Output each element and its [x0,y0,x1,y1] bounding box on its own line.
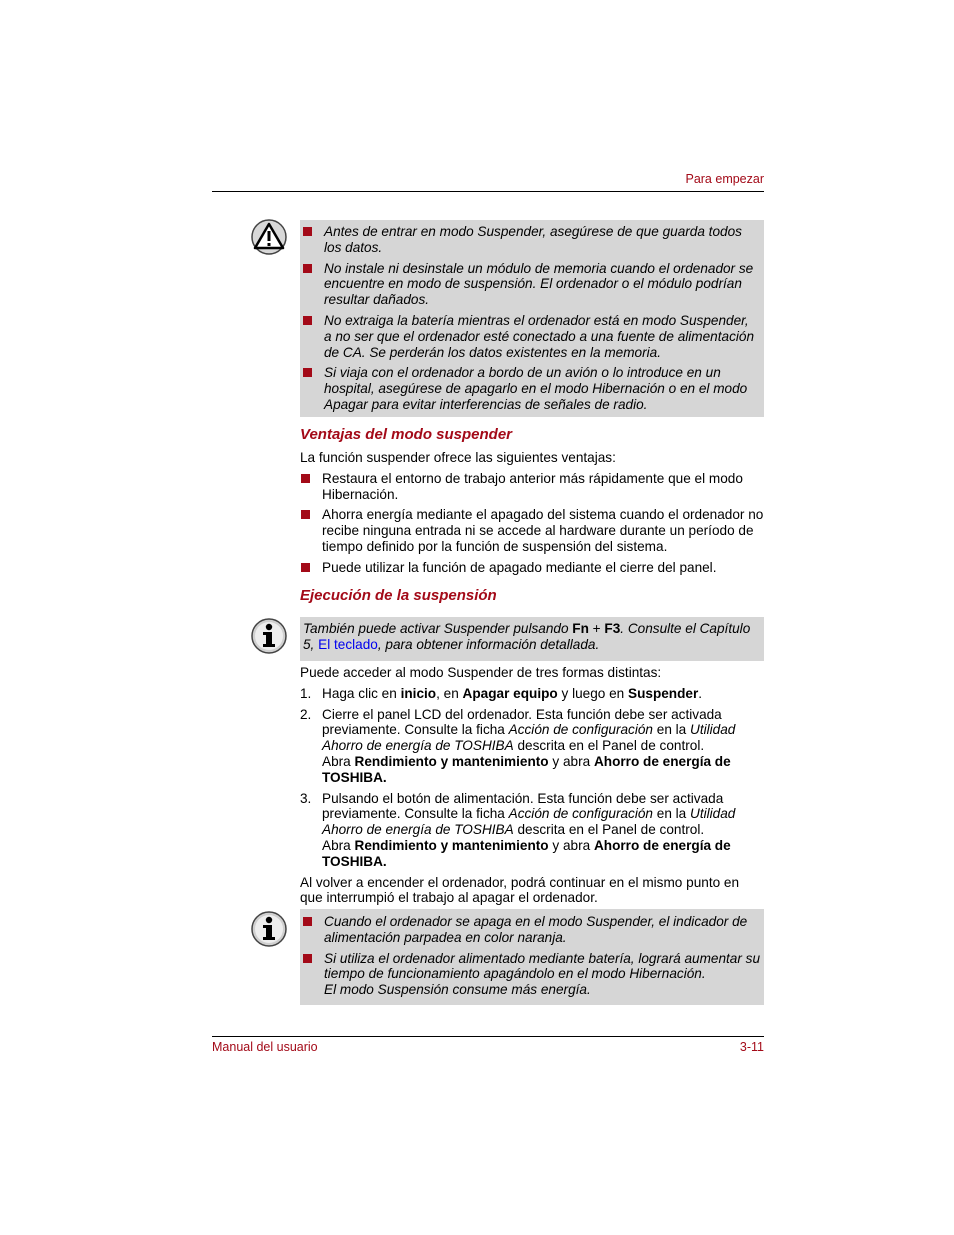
list-item: Antes de entrar en modo Suspender, asegúrese de que guarda todos los datos. [300,224,760,256]
list-item: 3. Pulsando el botón de alimentación. Esta función debe ser activada previamente. Consulte la ficha Acción de configuración en la Utilidad Ahorro de energía de TOSHIBA descrita en el Panel de control. Abra Rendimiento y mantenimiento y abra Ahorro de energía de TOSHIBA. [300,790,736,869]
execution-steps [300,665,764,906]
paragraph: La función suspender ofrece las siguientes ventajas: [300,450,616,465]
info-note-2 [300,909,764,1005]
info-note: También puede activar Suspender pulsando Fn + F3. Consulte el Capítulo 5, El teclado, para obtener información detallada. [300,617,764,661]
execution-section [300,587,764,605]
list-item: No extraiga la batería mientras el ordenador está en modo Suspender, a no ser que el ordenador esté conectado a una fuente de alimentación de CA. Se perderán los datos existentes en la memoria. [300,313,760,360]
footer-title: Manual del usuario [212,1040,318,1054]
info-icon [251,911,287,947]
running-header: Para empezar [685,172,764,186]
bullet-marker [303,264,312,273]
bullet-marker [301,474,310,483]
section-heading: Ventajas del modo suspender [300,426,512,443]
list-item: Si utiliza el ordenador alimentado mediante batería, logrará aumentar su tiempo de funcionamiento apagándolo en el modo Hibernación. El modo Suspensión consume más energía. [300,951,760,998]
paragraph: Al volver a encender el ordenador, podrá continuar en el mismo punto en que interrumpió el trabajo al apagar el ordenador. [300,874,740,906]
page-number: 3-11 [739,1040,764,1054]
section-heading: Ejecución de la suspensión [300,587,497,604]
bullet-marker [301,563,310,572]
bullet-marker [303,316,312,325]
list-item: Si viaja con el ordenador a bordo de un avión o lo introduce en un hospital, asegúrese de apagarlo en el modo Hibernación o en el modo Apagar para evitar interferencias de señales de radio. [300,365,760,412]
header-rule [212,191,764,192]
footer-rule [212,1036,764,1037]
list-item: No instale ni desinstale un módulo de memoria cuando el ordenador se encuentre en modo de suspensión. El ordenador o el módulo podrían resultar dañados. [300,261,760,308]
list-item: Restaura el entorno de trabajo anterior más rápidamente que el modo Hibernación. [300,471,764,503]
advantages-section [300,426,764,581]
list-item: Cuando el ordenador se apaga en el modo Suspender, el indicador de alimentación parpadea en color naranja. [300,914,760,946]
list-item: Ahorra energía mediante el apagado del sistema cuando el ordenador no recibe ninguna entrada ni se accede al hardware durante un período de tiempo definido por la función de suspensión del sistema. [300,507,764,554]
list-item: Puede utilizar la función de apagado mediante el cierre del panel. [300,560,764,576]
chapter-link[interactable]: El teclado [318,636,378,652]
warning-note [300,220,764,417]
warning-icon [251,219,287,255]
bullet-marker [303,954,312,963]
bullet-marker [303,368,312,377]
bullet-marker [303,227,312,236]
paragraph: Puede acceder al modo Suspender de tres formas distintas: [300,665,662,680]
list-item: 1. Haga clic en inicio, en Apagar equipo y luego en Suspender. [300,685,703,701]
list-item: 2. Cierre el panel LCD del ordenador. Esta función debe ser activada previamente. Consulte la ficha Acción de configuración en la Utilidad Ahorro de energía de TOSHIBA descrita en el Panel de control. Abra Rendimiento y mantenimiento y abra Ahorro de energía de TOSHIBA. [300,706,736,785]
bullet-marker [303,917,312,926]
bullet-marker [301,510,310,519]
info-icon [251,618,287,654]
